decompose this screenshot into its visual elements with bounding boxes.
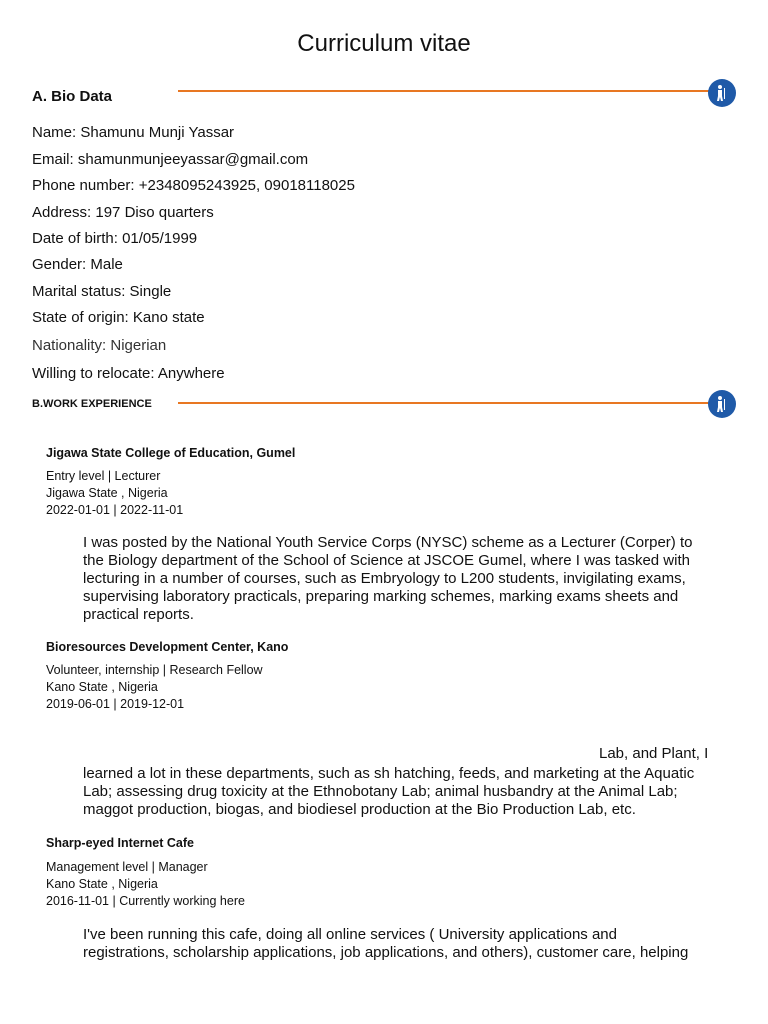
- bio-dob: Date of birth: 01/05/1999: [32, 230, 198, 247]
- bio-marital-status: Marital status: Single: [32, 283, 172, 300]
- job-description-fragment: Lab, and Plant, I: [599, 745, 709, 762]
- job-location: Kano State , Nigeria: [46, 877, 158, 891]
- job-organization: Sharp-eyed Internet Cafe: [46, 836, 194, 850]
- bio-state-of-origin: State of origin: Kano state: [32, 309, 205, 326]
- person-badge-icon: [708, 79, 736, 107]
- bio-name: Name: Shamunu Munji Yassar: [32, 124, 235, 141]
- job-dates: 2019-06-01 | 2019-12-01: [46, 697, 185, 711]
- job-description: I've been running this cafe, doing all online services ( University applications and registrations, scholarship applications, job applications, and others), customer care, helping: [83, 926, 689, 961]
- job-description: I was posted by the National Youth Service Corps (NYSC) scheme as a Lecturer (Corper) to the Biology department of the School of Science at JSCOE Gumel, where I was tasked with lecturing in a number of courses, such as Embryology to L200 students, invigilating exams, supervising laboratory practicals, preparing marking schemes, marking exams sheets and practical reports.: [83, 534, 693, 623]
- work-experience-heading: B.WORK EXPERIENCE: [32, 398, 152, 410]
- section-rule: [178, 402, 710, 404]
- job-organization: Bioresources Development Center, Kano: [46, 640, 289, 654]
- job-dates: 2016-11-01 | Currently working here: [46, 894, 245, 908]
- section-rule: [178, 90, 710, 92]
- job-level: Management level | Manager: [46, 860, 208, 874]
- bio-email: Email: shamunmunjeeyassar@gmail.com: [32, 151, 309, 168]
- job-dates: 2022-01-01 | 2022-11-01: [46, 503, 184, 517]
- bio-nationality: Nationality: Nigerian: [32, 337, 167, 354]
- job-organization: Jigawa State College of Education, Gumel: [46, 446, 296, 460]
- bio-address: Address: 197 Diso quarters: [32, 204, 214, 221]
- bio-gender: Gender: Male: [32, 256, 123, 273]
- job-level: Volunteer, internship | Research Fellow: [46, 663, 263, 677]
- document-title: Curriculum vitae: [297, 30, 471, 57]
- job-description: learned a lot in these departments, such as sh hatching, feeds, and marketing at the Aquatic Lab; assessing drug toxicity at the Ethnobotany Lab; animal husbandry at the Animal Lab; maggot production, biogas, and biodiesel production at the Bio Production Lab, etc.: [83, 765, 695, 818]
- person-badge-icon: [708, 390, 736, 418]
- bio-phone: Phone number: +2348095243925, 09018118025: [32, 177, 355, 194]
- job-location: Jigawa State , Nigeria: [46, 486, 168, 500]
- bio-relocate: Willing to relocate: Anywhere: [32, 365, 225, 382]
- bio-data-heading: A. Bio Data: [32, 88, 113, 105]
- job-location: Kano State , Nigeria: [46, 680, 158, 694]
- job-level: Entry level | Lecturer: [46, 469, 161, 483]
